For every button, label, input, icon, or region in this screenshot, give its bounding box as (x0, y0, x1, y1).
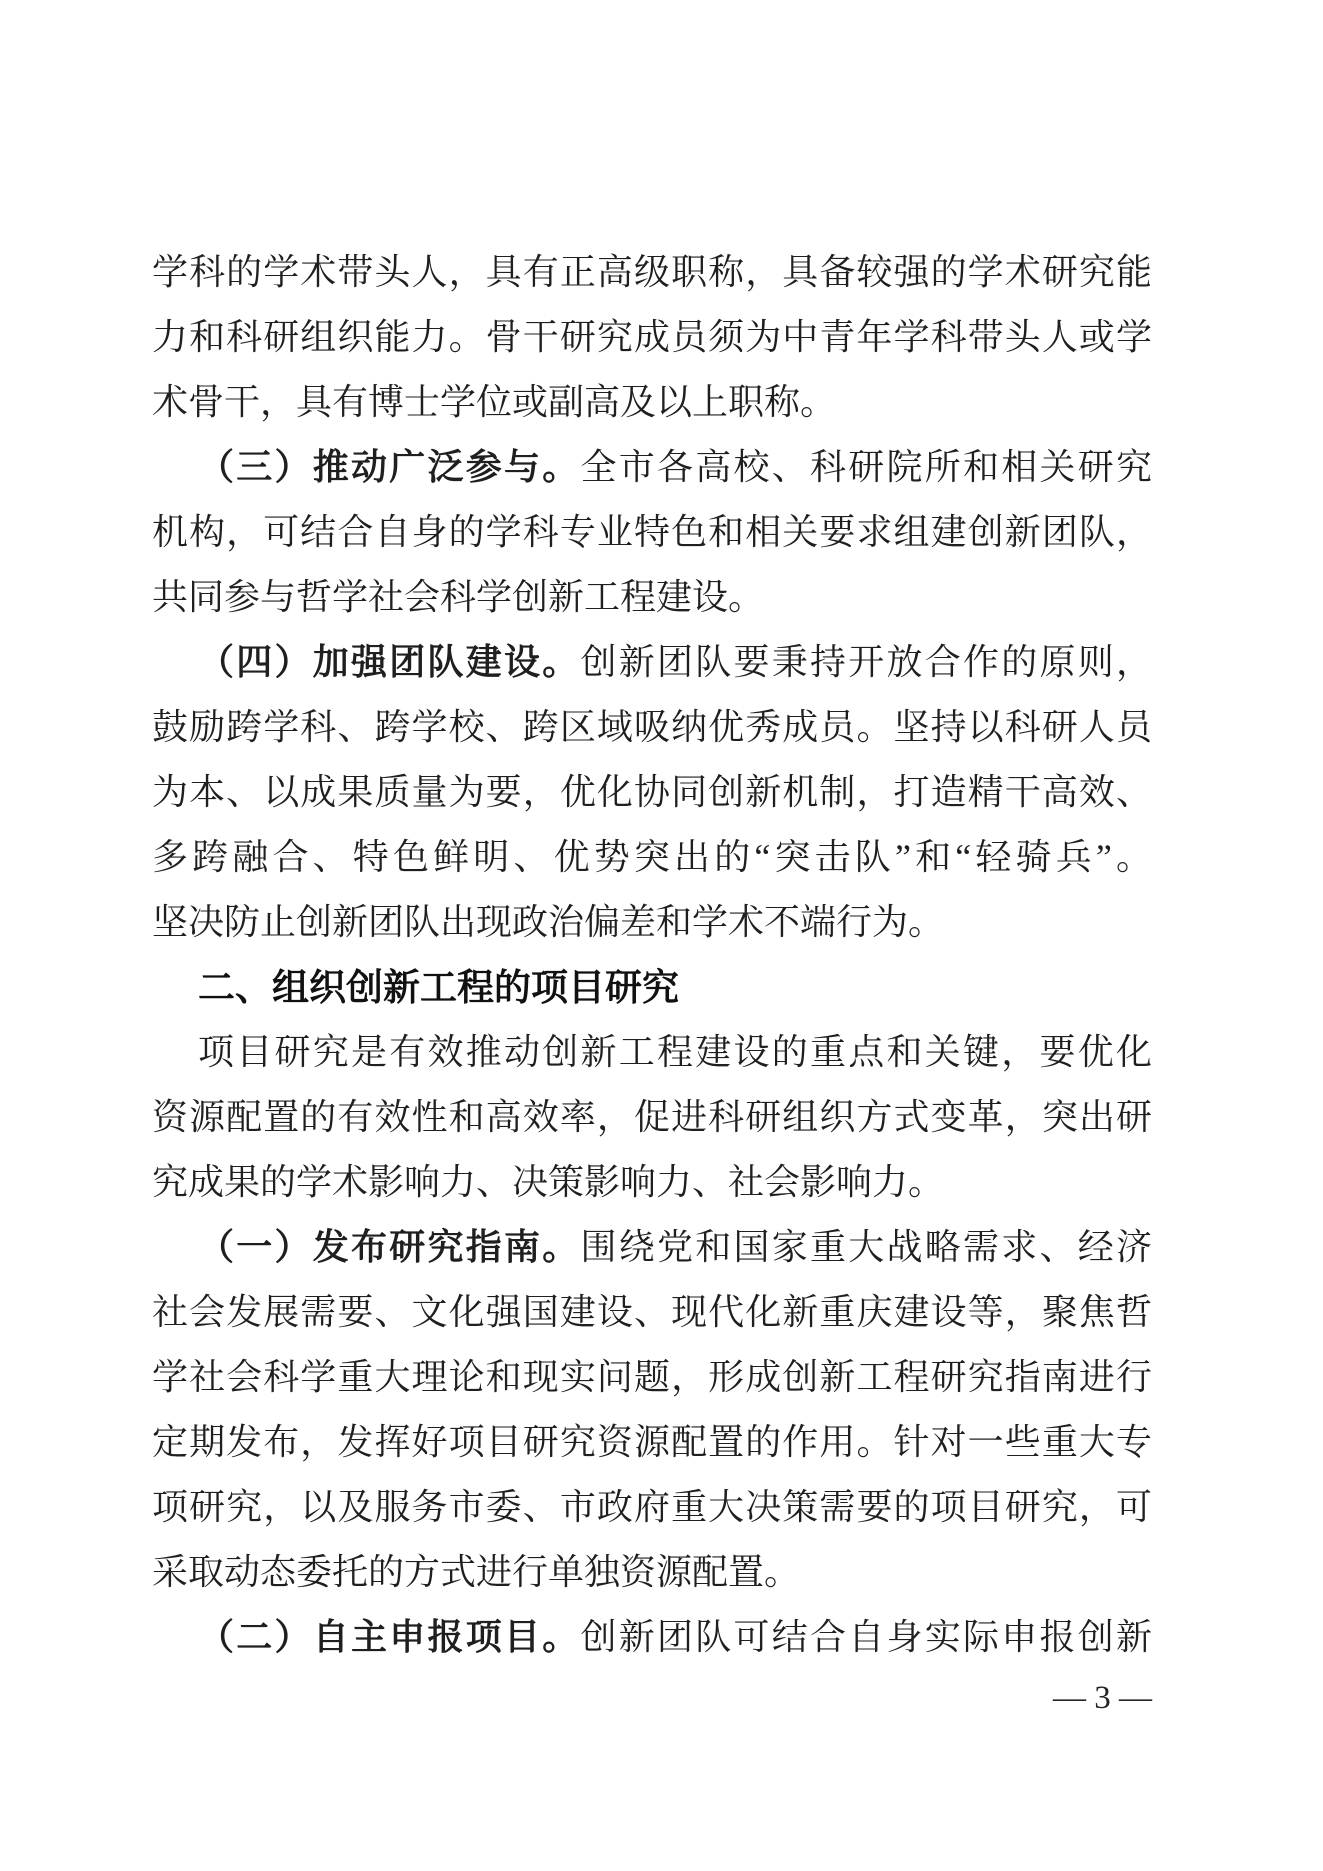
paragraph-label: （二）自主申报项目。 (198, 1617, 581, 1657)
paragraph-text: 创新团队可结合自身实际申报创新 (580, 1617, 1152, 1657)
text-line: 坚决防止创新团队出现政治偏差和学术不端行为。 (152, 902, 945, 942)
text-line (152, 1605, 1152, 1670)
paragraph-label: （一）发布研究指南。 (198, 1227, 581, 1267)
text-line: 为本、以成果质量为要，优化协同创新机制，打造精干高效、 (152, 772, 1152, 812)
text-line: 定期发布，发挥好项目研究资源配置的作用。针对一些重大专 (152, 1422, 1152, 1462)
text-line (152, 1215, 1152, 1280)
text-line: 多跨融合、特色鲜明、优势突出的“突击队”和“轻骑兵”。 (152, 837, 1152, 877)
section-heading: 二、组织创新工程的项目研究 (198, 967, 679, 1008)
text-line: 项目研究是有效推动创新工程建设的重点和关键，要优化 (198, 1032, 1152, 1072)
text-line: 采取动态委托的方式进行单独资源配置。 (152, 1552, 801, 1592)
paragraph-label: （四）加强团队建设。 (198, 642, 581, 682)
text-line: 鼓励跨学科、跨学校、跨区域吸纳优秀成员。坚持以科研人员 (152, 707, 1152, 747)
text-line (152, 630, 1152, 695)
document-body (152, 240, 1152, 1670)
text-line: 共同参与哲学社会科学创新工程建设。 (152, 577, 765, 617)
text-line: 学社会科学重大理论和现实问题，形成创新工程研究指南进行 (152, 1357, 1152, 1397)
page-number: — 3 — (1053, 1680, 1152, 1716)
text-line (152, 435, 1152, 500)
text-line: 学科的学术带头人，具有正高级职称，具备较强的学术研究能 (152, 252, 1152, 292)
text-line: 究成果的学术影响力、决策影响力、社会影响力。 (152, 1162, 945, 1202)
paragraph-text: 创新团队要秉持开放合作的原则， (580, 642, 1152, 682)
text-line: 社会发展需要、文化强国建设、现代化新重庆建设等，聚焦哲 (152, 1292, 1152, 1332)
text-line: 机构，可结合自身的学科专业特色和相关要求组建创新团队， (152, 512, 1152, 552)
paragraph-label: （三）推动广泛参与。 (198, 447, 581, 487)
text-line: 术骨干，具有博士学位或副高及以上职称。 (152, 382, 837, 422)
text-line: 项研究，以及服务市委、市政府重大决策需要的项目研究，可 (152, 1487, 1152, 1527)
text-line: 力和科研组织能力。骨干研究成员须为中青年学科带头人或学 (152, 317, 1152, 357)
paragraph-text: 全市各高校、科研院所和相关研究 (580, 447, 1152, 487)
text-line: 资源配置的有效性和高效率，促进科研组织方式变革，突出研 (152, 1097, 1152, 1137)
paragraph-text: 围绕党和国家重大战略需求、经济 (580, 1227, 1152, 1267)
